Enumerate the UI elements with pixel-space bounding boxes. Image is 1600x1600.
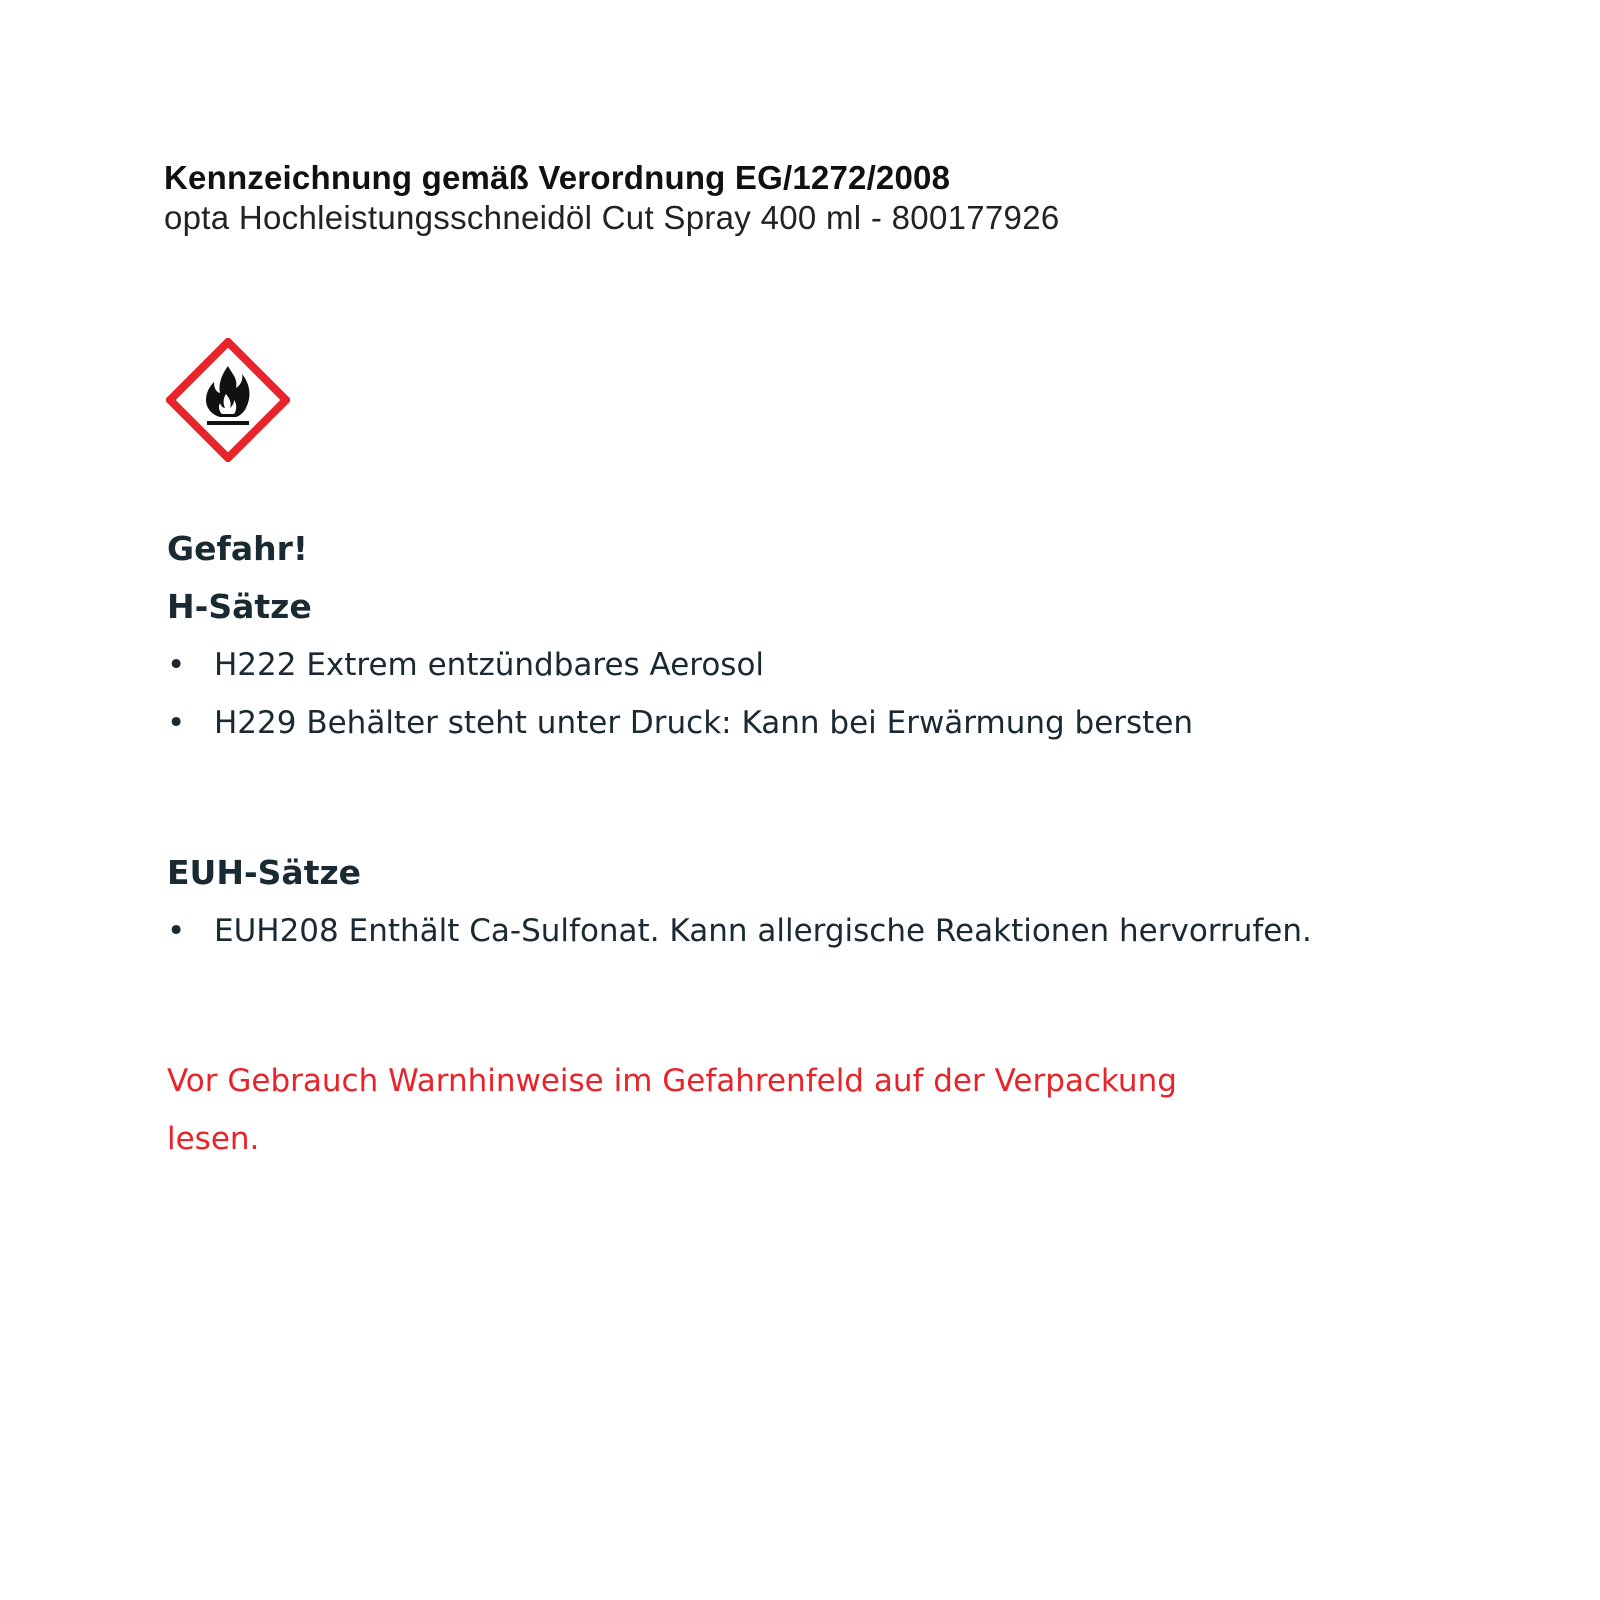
h-statement-text: H229 Behälter steht unter Druck: Kann bei Erwärmung bersten (214, 705, 1194, 741)
list-item (167, 636, 1344, 694)
label-header (164, 158, 1464, 238)
bullet-icon: • (167, 913, 186, 949)
euh-statements-list (167, 902, 1467, 960)
warning-note: Vor Gebrauch Warnhinweise im Gefahrenfeld auf der Verpackung lesen. (167, 1063, 1177, 1157)
list-item (167, 902, 1344, 960)
header-title: Kennzeichnung gemäß Verordnung EG/1272/2008 (164, 159, 951, 196)
flame-hazard-pictogram (166, 338, 290, 462)
euh-statements-heading: EUH-Sätze (167, 853, 362, 892)
signal-word: Gefahr! (167, 529, 308, 568)
h-statement-text: H222 Extrem entzündbares Aerosol (214, 647, 765, 683)
h-statements-heading: H-Sätze (167, 587, 312, 626)
list-item (167, 694, 1344, 752)
hazard-content (167, 520, 1467, 1168)
product-name: opta Hochleistungsschneidöl Cut Spray 400 ml - 800177926 (164, 199, 1060, 236)
h-statements-list (167, 636, 1467, 752)
euh-statement-text: EUH208 Enthält Ca-Sulfonat. Kann allergische Reaktionen hervorrufen. (214, 913, 1312, 949)
flame-icon (166, 338, 290, 462)
bullet-icon: • (167, 647, 186, 683)
euh-section (167, 844, 1467, 960)
bullet-icon: • (167, 705, 186, 741)
